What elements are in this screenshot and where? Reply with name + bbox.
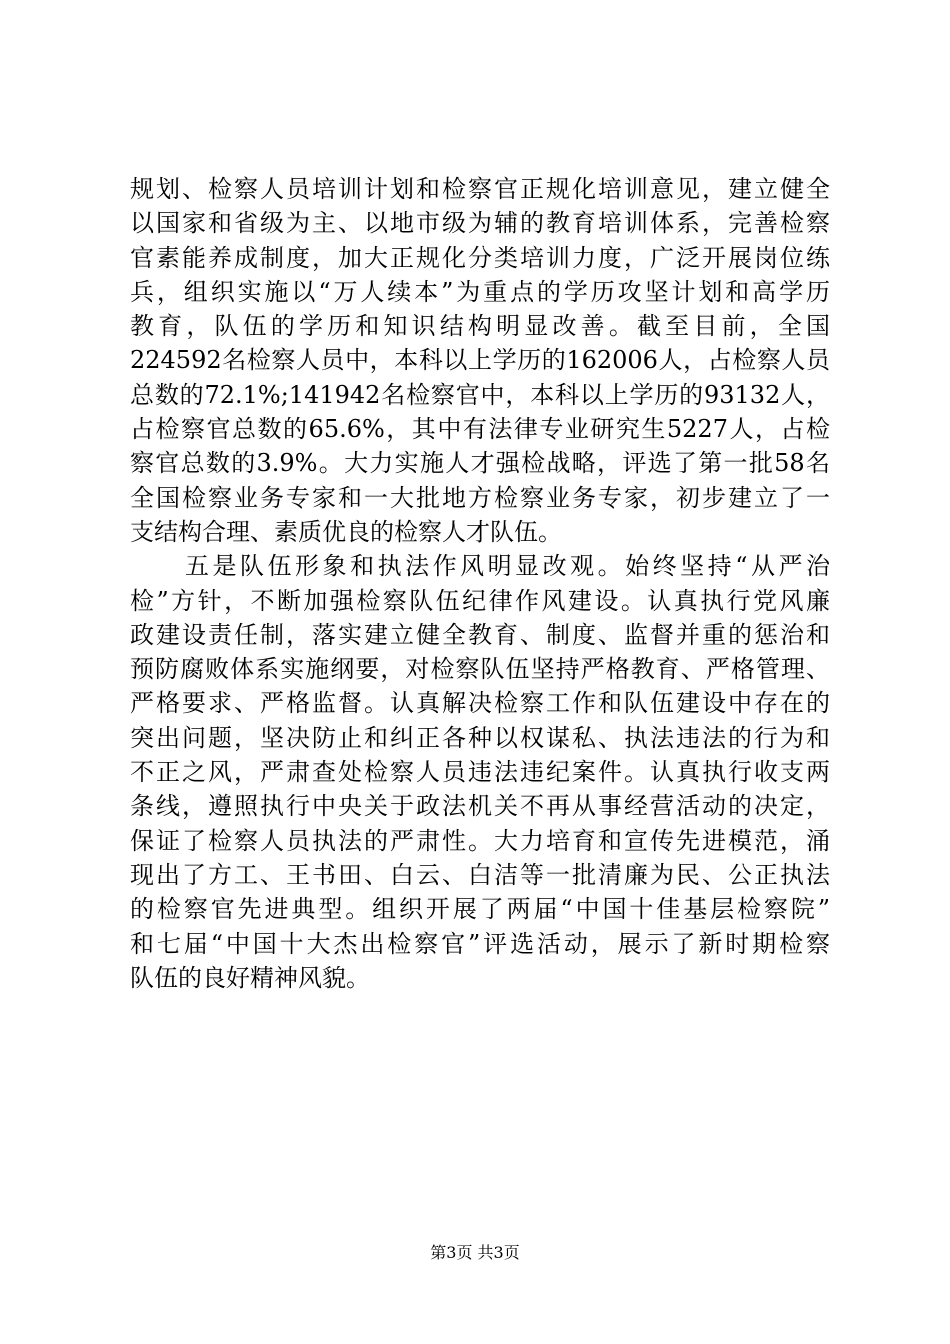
text-line: 规划、检察人员培训计划和检察官正规化培训意见，建立健全 <box>130 175 830 203</box>
text-line: 支结构合理、素质优良的检察人才队伍。 <box>130 517 562 546</box>
text-line: 五是队伍形象和执法作风明显改观。始终坚持“从严治 <box>130 552 830 581</box>
text-line: 严格要求、严格监督。认真解决检察工作和队伍建设中存在的 <box>130 689 830 718</box>
text-line: 条线，遵照执行中央关于政法机关不再从事经营活动的决定， <box>130 792 830 821</box>
page-footer: 第3页 共3页 <box>430 1243 520 1262</box>
text-line: 突出问题，坚决防止和纠正各种以权谋私、执法违法的行为和 <box>130 723 830 752</box>
text-line: 总数的72.1%;141942名检察官中，本科以上学历的93132人， <box>130 380 830 409</box>
text-line: 现出了方工、王书田、白云、白洁等一批清廉为民、公正执法 <box>130 860 830 889</box>
text-line: 不正之风，严肃查处检察人员违法违纪案件。认真执行收支两 <box>130 758 830 787</box>
text-line: 政建设责任制，落实建立健全教育、制度、监督并重的惩治和 <box>130 620 830 649</box>
text-line: 保证了检察人员执法的严肃性。大力培育和宣传先进模范，涌 <box>130 826 830 855</box>
body-text <box>130 172 830 995</box>
text-line: 以国家和省级为主、以地市级为辅的教育培训体系，完善检察 <box>130 209 830 238</box>
text-line: 224592名检察人员中，本科以上学历的162006人，占检察人员 <box>130 346 830 375</box>
text-line: 的检察官先进典型。组织开展了两届“中国十佳基层检察院” <box>130 895 830 924</box>
text-line: 教育，队伍的学历和知识结构明显改善。截至目前，全国 <box>130 312 830 341</box>
text-line: 检”方针，不断加强检察队伍纪律作风建设。认真执行党风廉 <box>130 586 830 615</box>
text-line: 察官总数的3.9%。大力实施人才强检战略，评选了第一批58名 <box>130 449 830 478</box>
text-line: 全国检察业务专家和一大批地方检察业务专家，初步建立了一 <box>130 483 830 512</box>
text-line: 队伍的良好精神风貌。 <box>130 963 370 992</box>
text-line: 和七届“中国十大杰出检察官”评选活动，展示了新时期检察 <box>130 929 830 958</box>
text-line: 占检察官总数的65.6%，其中有法律专业研究生5227人，占检 <box>130 415 830 444</box>
text-line: 官素能养成制度，加大正规化分类培训力度，广泛开展岗位练 <box>130 243 830 272</box>
text-line: 兵，组织实施以“万人续本”为重点的学历攻坚计划和高学历 <box>130 277 830 306</box>
text-line: 预防腐败体系实施纲要，对检察队伍坚持严格教育、严格管理、 <box>130 655 830 684</box>
